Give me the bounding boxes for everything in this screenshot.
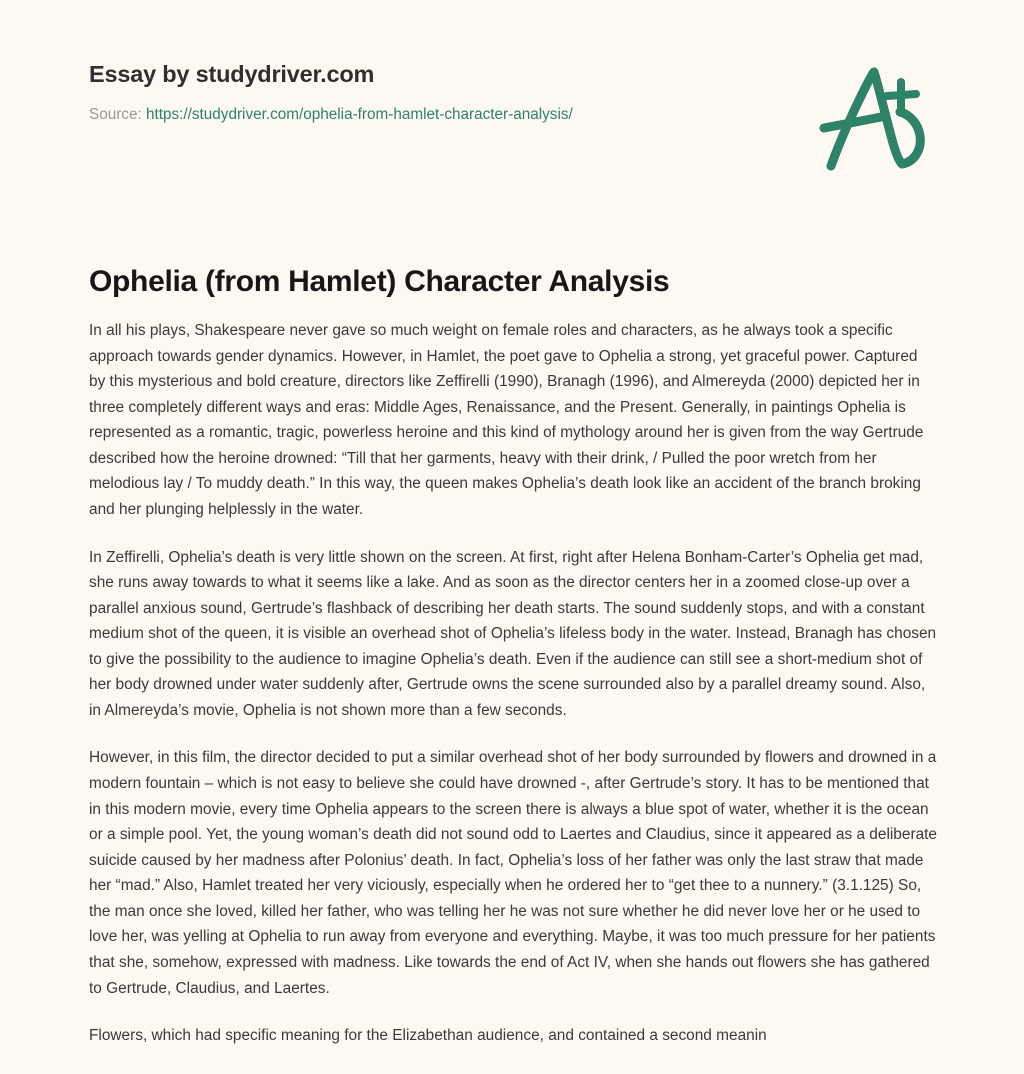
- document-header: [0, 0, 1024, 200]
- source-label: Source:: [89, 106, 142, 124]
- a-plus-logo-icon: [806, 58, 926, 183]
- paragraph: Flowers, which had specific meaning for the Elizabethan audience, and contained a second meanin: [89, 1027, 767, 1045]
- a-plus-logo: [806, 58, 926, 183]
- page-title: Ophelia (from Hamlet) Character Analysis: [89, 265, 670, 299]
- article-body: [89, 318, 937, 1049]
- paragraph: In all his plays, Shakespeare never gave so much weight on female roles and characters, as he always took a specific approach towards gender dynamics. However, in Hamlet, the poet gave to Ophelia a strong, yet graceful power. Captured by this mysterious and bold creature, directors like Zeffirelli (1990), Branagh (1996), and Almereyda (2000) depicted her in three completely different ways and eras: Middle Ages, Renaissance, and the Present. Generally, in paintings Ophelia is represented as a romantic, tragic, powerless heroine and this kind of mythology around her is given from the way Gertrude described how the heroine drowned: “Till that her garments, heavy with their drink, / Pulled the poor wretch from her melodious lay / To muddy death.” In this way, the queen makes Ophelia’s death look like an accident of the branch broking and her plunging helplessly in the water.: [89, 322, 924, 518]
- source-url-link[interactable]: https://studydriver.com/ophelia-from-hamlet-character-analysis/: [145, 106, 573, 124]
- essay-byline: Essay by studydriver.com: [89, 61, 375, 87]
- header-text-block: [89, 60, 789, 125]
- paragraph: However, in this film, the director decided to put a similar overhead shot of her body surrounded by flowers and drowned in a modern fountain – which is not easy to believe she could have drowned -, after Gertrude’s story. It has to be mentioned that in this modern movie, every time Ophelia appears to the screen there is always a blue spot of water, whether it is the ocean or a simple pool. Yet, the young woman’s death did not sound odd to Laertes and Claudius, since it appeared as a deliberate suicide caused by her madness after Polonius’ death. In fact, Ophelia’s loss of her father was only the last straw that made her “mad.” Also, Hamlet treated her very viciously, especially when he ordered her to “get thee to a nunnery.” (3.1.125) So, the man once she loved, killed her father, who was telling her he was not sure whether he did never love her or he used to love her, was yelling at Ophelia to run away from everyone and everything. Maybe, it was too much pressure for her patients that she, somehow, expressed with madness. Like towards the end of Act IV, when she hands out flowers she has gathered to Gertrude, Claudius, and Laertes.: [89, 749, 938, 997]
- paragraph: In Zeffirelli, Ophelia’s death is very little shown on the screen. At first, right after Helena Bonham-Carter’s Ophelia get mad, she runs away towards to what it seems like a lake. And as soon as the director centers her in a zoomed close-up over a parallel anxious sound, Gertrude’s flashback of describing her death starts. The sound suddenly stops, and with a constant medium shot of the queen, it is visible an overhead shot of Ophelia’s lifeless body in the water. Instead, Branagh has chosen to give the possibility to the audience to imagine Ophelia’s death. Even if the audience can still see a short-medium shot of her body drowned under water suddenly after, Gertrude owns the scene surrounded also by a parallel dreamy sound. Also, in Almereyda’s movie, Ophelia is not shown more than a few seconds.: [89, 548, 937, 719]
- source-line: [89, 105, 789, 125]
